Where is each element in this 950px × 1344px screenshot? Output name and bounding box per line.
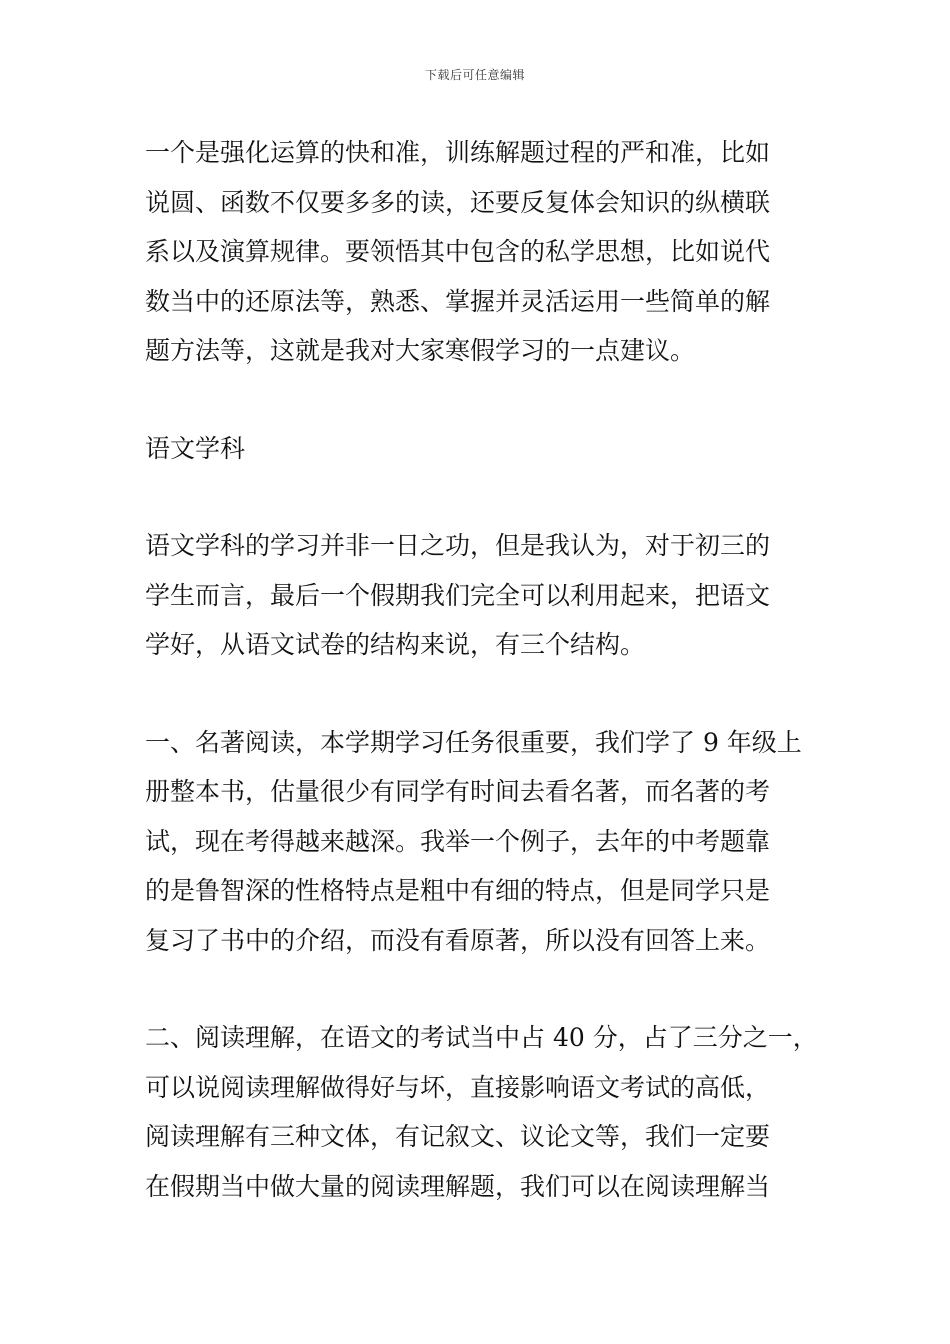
text-line: 阅读理解有三种文体，有记叙文、议论文等，我们一定要 xyxy=(145,1122,771,1151)
text-line: 可以说阅读理解做得好与坏，直接影响语文考试的高低， xyxy=(145,1072,771,1102)
page-header: 下载后可任意编辑 xyxy=(424,68,525,82)
text-line: 一个是强化运算的快和准，训练解题过程的严和准，比如 xyxy=(145,138,771,167)
text-line: 的是鲁智深的性格特点是粗中有细的特点，但是同学只是 xyxy=(145,876,771,905)
paragraph-classic-reading xyxy=(145,718,810,966)
paragraph-reading-comprehension xyxy=(145,1013,818,1211)
text-line: 复习了书中的介绍，而没有看原著，所以没有回答上来。 xyxy=(145,925,771,955)
text-line: 二、阅读理解，在语文的考试当中占 40 分，占了三分之一， xyxy=(145,1023,818,1052)
text-line: 数当中的还原法等，熟悉、掌握并灵活运用一些简单的解 xyxy=(145,286,771,316)
text-line: 试，现在考得越来越深。我举一个例子，去年的中考题靠 xyxy=(145,826,771,856)
text-line: 一、名著阅读，本学期学习任务很重要，我们学了 9 年级上 xyxy=(145,727,802,757)
section-heading-chinese xyxy=(145,424,810,474)
text-line: 语文学科的学习并非一日之功，但是我认为，对于初三的 xyxy=(145,531,771,560)
text-line: 学好，从语文试卷的结构来说，有三个结构。 xyxy=(145,630,646,659)
paragraph-chinese-intro xyxy=(145,521,810,670)
text-line: 在假期当中做大量的阅读理解题，我们可以在阅读理解当 xyxy=(145,1171,771,1201)
text-line: 系以及演算规律。要领悟其中包含的私学思想，比如说代 xyxy=(145,237,771,266)
text-line: 说圆、函数不仅要多多的读，还要反复体会知识的纵横联 xyxy=(145,187,771,217)
paragraph-math-advice xyxy=(145,128,810,376)
heading-text: 语文学科 xyxy=(145,433,246,463)
text-line: 学生而言，最后一个假期我们完全可以利用起来，把语文 xyxy=(145,580,771,610)
text-line: 册整本书，估量很少有同学有时间去看名著，而名著的考 xyxy=(145,777,771,806)
text-line: 题方法等，这就是我对大家寒假学习的一点建议。 xyxy=(145,336,696,365)
document-body xyxy=(145,128,818,1259)
